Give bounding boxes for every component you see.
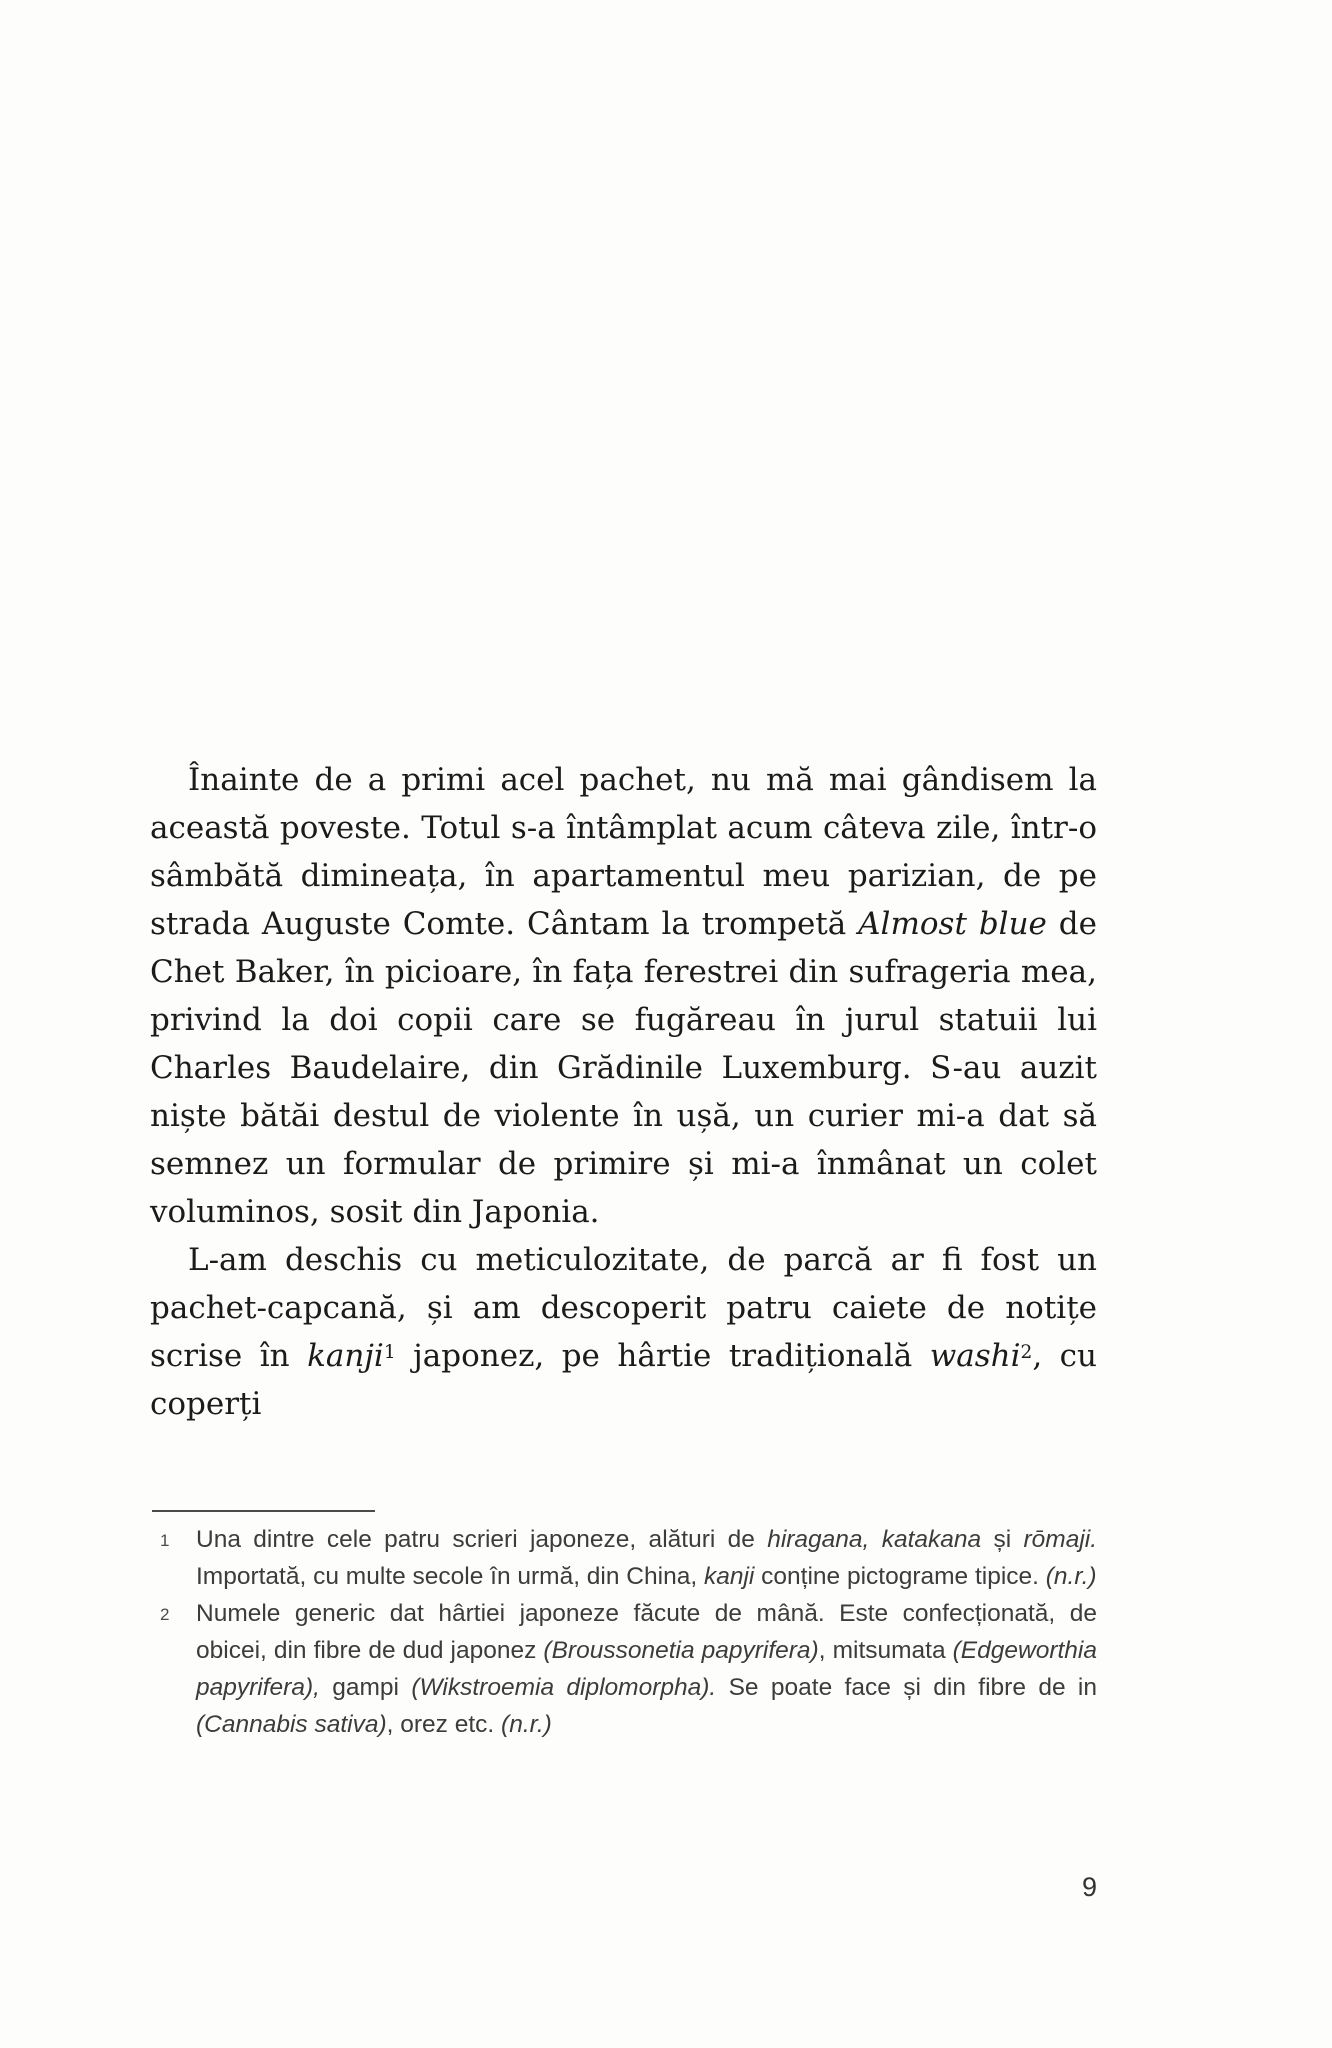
body-paragraph-2	[150, 1236, 1097, 1428]
text-run: (n.r.)	[501, 1711, 552, 1738]
footnote-1-marker: 1	[160, 1531, 170, 1550]
text-run: Almost blue	[858, 906, 1047, 942]
footnotes-section	[150, 1521, 1097, 1743]
text-run: , mitsumata	[818, 1637, 953, 1664]
text-run: 2	[1020, 1341, 1033, 1363]
footnote-1-text	[196, 1521, 1097, 1595]
text-run: Importată, cu multe secole în urmă, din China,	[196, 1563, 704, 1590]
text-run: de Chet Baker, în picioare, în fața ferestrei din sufrageria mea, privind la doi copii care se fugăreau în jurul statuii lui Charles Baudelaire, din Grădinile Luxemburg. S-au auzit niște bătăi destul de violente în ușă, un curier mi-a dat să semnez un formular de primire și mi-a înmânat un colet voluminos, sosit din Japonia.	[150, 906, 1097, 1230]
text-run: conține pictograme tipice.	[754, 1563, 1046, 1590]
page-body	[150, 756, 1097, 1428]
text-run: Înainte de a primi acel pachet, nu mă mai gândisem la această poveste. Totul s-a întâmplat acum câteva zile, într-o sâmbătă dimineața, în apartamentul meu parizian, de pe strada Auguste Comte. Cântam la trompetă	[150, 762, 1097, 942]
text-run: (n.r.)	[1045, 1563, 1097, 1590]
text-run: Una dintre cele patru scrieri japoneze, alături de	[196, 1526, 768, 1553]
text-run: (Broussonetia papyrifera)	[543, 1637, 819, 1664]
text-run: kanji	[703, 1563, 755, 1590]
text-run: japonez, pe hârtie tradițională	[395, 1338, 930, 1374]
text-run: L-am deschis cu meticulozitate, de parcă ar fi fost un pachet-capcană, și am descoperit patru caiete de notițe scrise în	[150, 1242, 1097, 1374]
text-run: , cu coperți	[150, 1338, 1097, 1422]
text-run: (Cannabis sativa)	[196, 1711, 387, 1738]
text-run: Numele generic dat hârtiei japoneze făcute de mână. Este confecționată, de obicei, din fibre de dud japonez	[196, 1600, 1097, 1664]
text-run: kanji	[307, 1338, 384, 1374]
footnote-2-text	[196, 1595, 1097, 1743]
text-run: gampi	[319, 1674, 412, 1701]
body-paragraph-1	[150, 756, 1097, 1236]
text-run: (Wikstroemia diplomorpha).	[411, 1674, 717, 1701]
footnote-2	[150, 1595, 1097, 1743]
text-run: rōmaji.	[1023, 1526, 1098, 1553]
footnote-1	[150, 1521, 1097, 1595]
text-run: Se poate face și din fibre de in	[716, 1674, 1097, 1701]
text-run: (Edgeworthia papyrifera),	[196, 1637, 1097, 1701]
text-run: , orez etc.	[386, 1711, 502, 1738]
footnote-2-marker: 2	[160, 1605, 170, 1624]
footnote-separator	[152, 1510, 375, 1512]
text-run: hiragana, katakana	[767, 1526, 982, 1553]
text-run: și	[981, 1526, 1024, 1553]
page-number: 9	[1081, 1872, 1097, 1902]
text-run: 1	[383, 1341, 396, 1363]
text-run: washi	[929, 1338, 1021, 1374]
